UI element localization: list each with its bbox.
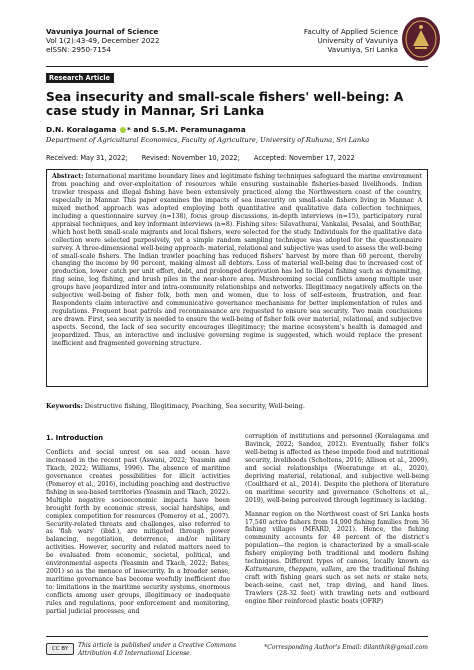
abstract-box [46, 169, 428, 387]
italic-term: Kattumaram, theppam, vallam [245, 566, 342, 574]
article-dates [46, 154, 367, 163]
license-line1: This article is published under a Creative Commons [78, 642, 237, 649]
abstract-label: Abstract: [52, 173, 84, 180]
section-heading-introduction: 1. Introduction [46, 434, 104, 442]
faculty-line1: Faculty of Applied Science [303, 27, 398, 36]
header-rule [46, 66, 428, 67]
journal-volume: Vol 1(2):43-49, December 2022 [46, 36, 160, 45]
license-text [78, 642, 236, 658]
author-line [46, 125, 246, 135]
paragraph-text: , are the traditional fishing craft with fishing gears such as set nets or stake nets, beach-seine, cast net, trap diving, and hand lines. Trawlers (28-32 feet) with trawling nets and outboard engine fiber reinforced plastic boats (OFRP) [245, 566, 429, 606]
author-and: and [133, 125, 149, 134]
article-type-badge: Research Article [46, 73, 114, 83]
body-column-right [245, 433, 429, 612]
journal-name: Vavuniya Journal of Science [46, 27, 159, 36]
body-column-left [46, 435, 230, 622]
date-accepted: Accepted: November 17, 2022 [253, 154, 355, 162]
paragraph [245, 511, 429, 606]
abstract-text: International maritime boundary lines and legitimate fishing techniques safeguard the marine environment from poaching and over-exploitation of resources while ensuring sustainable fisheries-based livelihoods. Indian trawler trespass and illegal fishing have been extensively practiced along the Northwestern coast of the country, especially in Mannar. This paper examines the impacts of sea insecurity on small-scale fishers living in Mannar. A mixed method approach was adopted employing both quantitative and qualitative data collection techniques, including a questionnaire survey (n=138), focus group discussions, in-depth interviews (n=15), participatory rural appraisal techniques, and key informant interviews (n=8). Fishing sites: Silavathurai, Vankalai, Pesalai, and SouthBar, which host both small-scale migrants and local fishers, were selected for the study. Individuals for the qualitative data collection were selected purposively, yet a simple random sampling technique was adopted for the questionnaire survey. A three-dimensional well-being approach- material, relational and subjective was used to assess the well-being of small-scale fishers. The Indian trawler poaching has reduced fishers' harvest by more than 60 percent, thereby changing the income by 90 percent, making almost all debtors. Loss of material well-being due to increased cost of production, lower catch per unit effort, debt, and prolonged deprivation has led to illegal fishing such as dynamiting, ring seine, log fishing, and brush piles in the near-shore area. Mushrooming social conflicts among multiple user groups have jeopardized inter and intra-community relationships and networks. Illegitimacy negatively affects on the subjective well-being of fisher folk, both men and women, due to loss of self-esteem, frustration, and fear. Respondents claim interactive and communicative governance mechanisms for better implementation of rules and regulations. Frequent boat patrols and reconnaissance are requested to ensure sea security. Two main conclusions are drawn. First, sea security is needed to ensure the well-being of fisher folk over material, relational, and subjective aspects. Second, the lack of sea security encourages illegitimacy; the marine ecosystem's health is damaged and jeopardized. Thus, an interactive and inclusive governing regime is suggested, which would replace the present inefficient and fragmented governing structure. [52, 173, 422, 348]
paragraph: Conflicts and social unrest on sea and ocean have increased in the recent past (Aswani, 2022; Yeasmin and Tkach, 2022; Williams, 1996). The absence of maritime governance creates possibilities for illicit activities (Pomeroy et al., 2016), including poaching and destructive fishing in sea-based territories (Yeasmin and Tkach, 2022). Multiple negative socioeconomic impacts have been brought forth by economic stress, social hardships, and complex competition for resources (Pomeroy et al., 2007). Security-related threats and challenges, also referred to as 'fish wars' (ibid.), are mitigated through power balancing, negotiation, deterrence, and/or military activities. However, security and related matters need to be evaluated from economic, societal, political, and environmental aspects (Yeasmin and Tkach, 2022; Bates, 2001) so as the menace of insecurity. In a broader sense, maritime governance has become woefully inefficient due to: limitations in the maritime security systems, enormous conflicts among user groups, illegitimacy or inadequate rules and regulations, poor enforcement and monitoring, partial judicial processes, and [46, 448, 230, 616]
cc-license-icon[interactable]: CC BY [46, 643, 74, 655]
university-seal-logo [401, 16, 441, 62]
journal-info [46, 27, 160, 54]
date-revised: Revised: November 10, 2022; [141, 154, 240, 162]
keywords-text: Destructive fishing, Illegitimacy, Poaching, Sea security, Well-being. [84, 402, 305, 410]
footer-rule [46, 636, 428, 637]
faculty-line2: University of Vavuniya [317, 36, 398, 45]
author-second[interactable]: S.S.M. Peramunagama [151, 125, 246, 134]
faculty-info [304, 27, 398, 54]
keywords-label: Keywords: [46, 402, 83, 410]
paragraph: corruption of institutions and personnel (Koralagama and Bavinck, 2022; Sandoz, 2012). Eventually, fisher folk's well-being is affected as these impede food and nutritional security, livelihoods (Scholtens, 2016; Allison et al., 2009), and social relationships (Weeratunge et al., 2020), depriving material, relational, and subjective well-being (Coulthard et al., 2014). Despite the plethora of literature on maritime security and governance (Scholtens et al., 2019), well-being perceived through legitimacy is lacking. [245, 433, 429, 504]
author-first[interactable]: D.N. Koralagama [46, 125, 117, 134]
orcid-icon[interactable] [120, 127, 126, 133]
keywords [46, 402, 305, 411]
journal-issn: eISSN: 2950-7154 [46, 45, 111, 54]
corresponding-email: *Corresponding Author's Email: dilanthik@gmail.com [264, 644, 428, 651]
article-title: Sea insecurity and small-scale fishers' well-being: A case study in Mannar, Sri Lanka [46, 90, 404, 118]
corresponding-mark: * [126, 125, 131, 134]
faculty-line3: Vavuniya, Sri Lanka [327, 45, 398, 54]
paragraph-text: Mannar region on the Northwest coast of Sri Lanka hosts 17,540 active fishers from 14,990 fishing families from 36 fishing villages (MFARD, 2021). Hence, the fishing community accounts for 48 percent of the district's population—the region is characterized by a small-scale fishery employing both traditional and modern fishing techniques. Different types of canoes, locally known as [245, 510, 429, 566]
date-received: Received: May 31, 2022; [46, 154, 128, 162]
license-line2: Attribution 4.0 International License. [78, 650, 192, 657]
affiliation: Department of Agricultural Economics, Faculty of Agriculture, University of Ruhuna, Sri Lanka [46, 136, 370, 144]
